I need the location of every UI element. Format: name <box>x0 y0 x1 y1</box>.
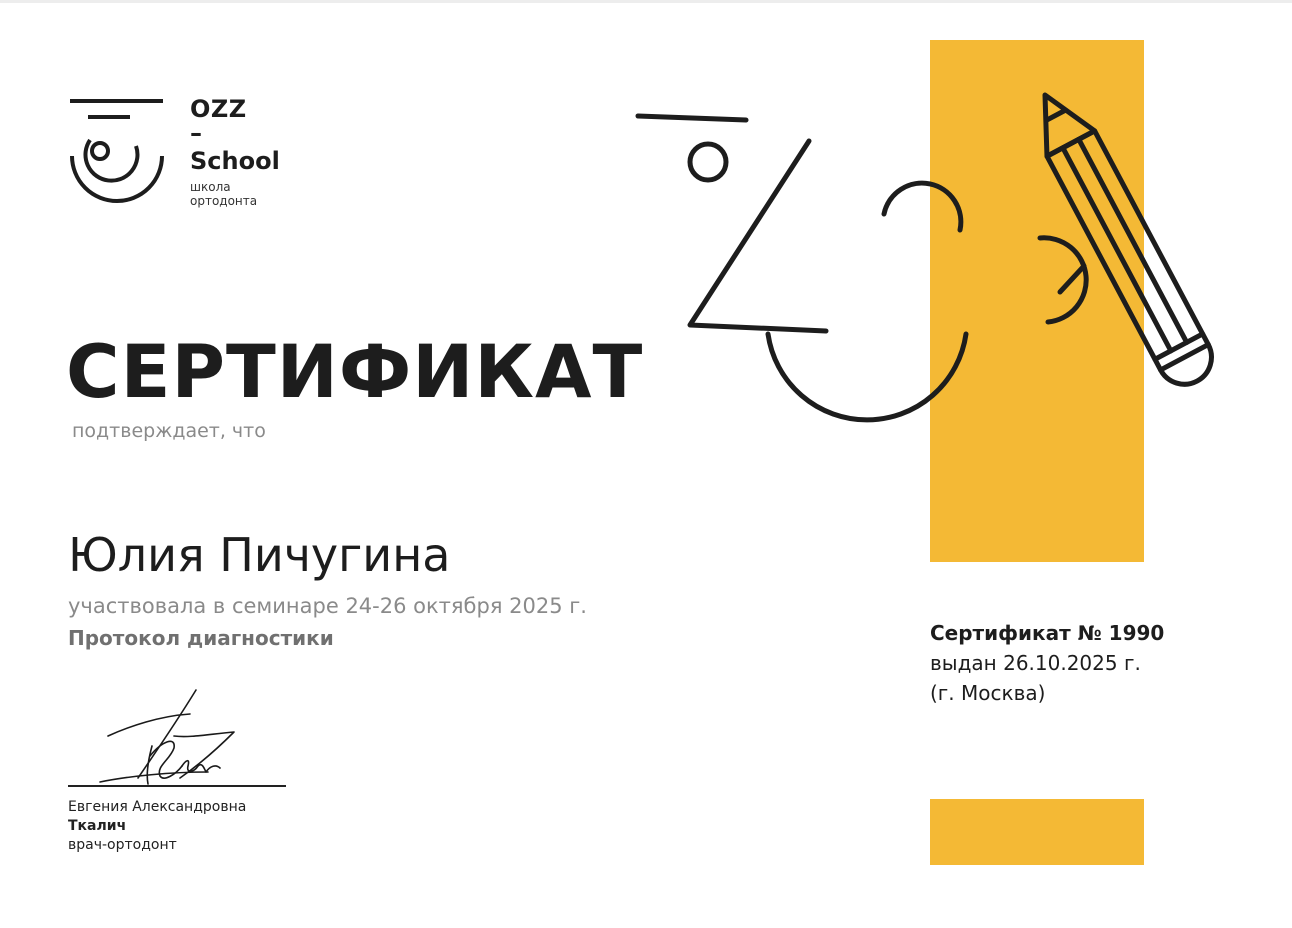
certificate-issued-date: выдан 26.10.2025 г. <box>930 651 1141 675</box>
certificate-info <box>930 618 1164 708</box>
certificate-number: Сертификат № 1990 <box>930 621 1165 645</box>
signature-line <box>68 785 286 787</box>
course-name: Протокол диагностики <box>68 626 334 650</box>
logo-line-dash: – <box>190 119 202 147</box>
logo-line-ozz: OZZ <box>190 95 247 123</box>
participation-text: участвовала в семинаре 24-26 октября 2025 г. <box>68 594 587 618</box>
signer-first-names: Евгения Александровна <box>68 799 247 815</box>
signer-last-name: Ткалич <box>68 818 127 834</box>
confirms-text: подтверждает, что <box>72 420 266 442</box>
logo-subtitle-line2: ортодонта <box>190 194 258 208</box>
logo-line-school: School <box>190 147 280 175</box>
certificate-city: (г. Москва) <box>930 681 1046 705</box>
logo-subtitle-line1: школа <box>190 180 231 194</box>
certificate-title: СЕРТИФИКАТ <box>66 330 644 415</box>
recipient-name: Юлия Пичугина <box>68 528 451 582</box>
signer-block <box>68 798 246 855</box>
handwritten-signature <box>90 686 250 791</box>
signer-position: врач-ортодонт <box>68 837 177 853</box>
